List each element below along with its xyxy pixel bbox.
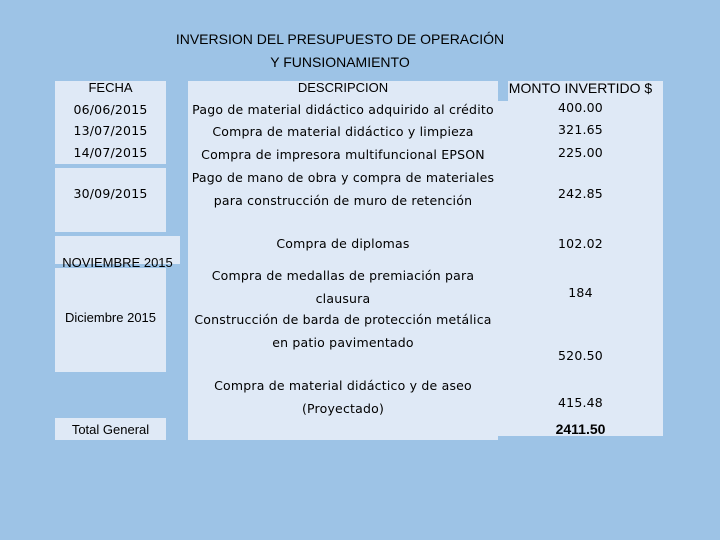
- descripcion-row-4-line2: para construcción de muro de retención: [213, 193, 473, 208]
- monto-row-6: 184: [568, 285, 593, 300]
- fecha-row-6: Diciembre 2015: [64, 310, 157, 325]
- descripcion-row-5: Compra de diplomas: [276, 236, 410, 251]
- total-monto: 2411.50: [555, 421, 606, 437]
- descripcion-row-6-line2: clausura: [315, 291, 371, 306]
- fecha-row-2: 13/07/2015: [73, 123, 148, 138]
- header-monto: MONTO INVERTIDO $: [508, 80, 653, 96]
- total-label: Total General: [71, 422, 150, 437]
- fecha-row-4: 30/09/2015: [73, 186, 148, 201]
- monto-row-2: 321.65: [558, 122, 603, 137]
- monto-row-7: 520.50: [558, 348, 603, 363]
- monto-row-4: 242.85: [558, 186, 603, 201]
- monto-row-3: 225.00: [558, 145, 603, 160]
- document-title-line2: Y FUNSIONAMIENTO: [270, 54, 410, 70]
- header-fecha: FECHA: [88, 80, 133, 95]
- monto-row-1: 400.00: [558, 100, 603, 115]
- descripcion-row-8-line2: (Proyectado): [301, 401, 385, 416]
- descripcion-row-7-line1: Construcción de barda de protección metálica: [194, 312, 492, 327]
- document-title-line1: INVERSION DEL PRESUPUESTO DE OPERACIÓN: [175, 31, 505, 47]
- fecha-row-5: NOVIEMBRE 2015: [62, 255, 173, 270]
- descripcion-row-4-line1: Pago de mano de obra y compra de materiales: [191, 170, 495, 185]
- descripcion-row-7-line2: en patio pavimentado: [272, 335, 414, 350]
- descripcion-row-3: Compra de impresora multifuncional EPSON: [201, 147, 485, 162]
- fecha-row-3: 14/07/2015: [73, 145, 148, 160]
- descripcion-row-6-line1: Compra de medallas de premiación para: [211, 268, 475, 283]
- descripcion-row-2: Compra de material didáctico y limpieza: [212, 124, 474, 139]
- descripcion-row-1: Pago de material didáctico adquirido al crédito: [192, 102, 494, 117]
- monto-row-5: 102.02: [558, 236, 603, 251]
- fecha-row-1: 06/06/2015: [73, 102, 148, 117]
- monto-row-8: 415.48: [558, 395, 603, 410]
- header-descripcion: DESCRIPCION: [297, 80, 389, 95]
- descripcion-row-8-line1: Compra de material didáctico y de aseo: [214, 378, 472, 393]
